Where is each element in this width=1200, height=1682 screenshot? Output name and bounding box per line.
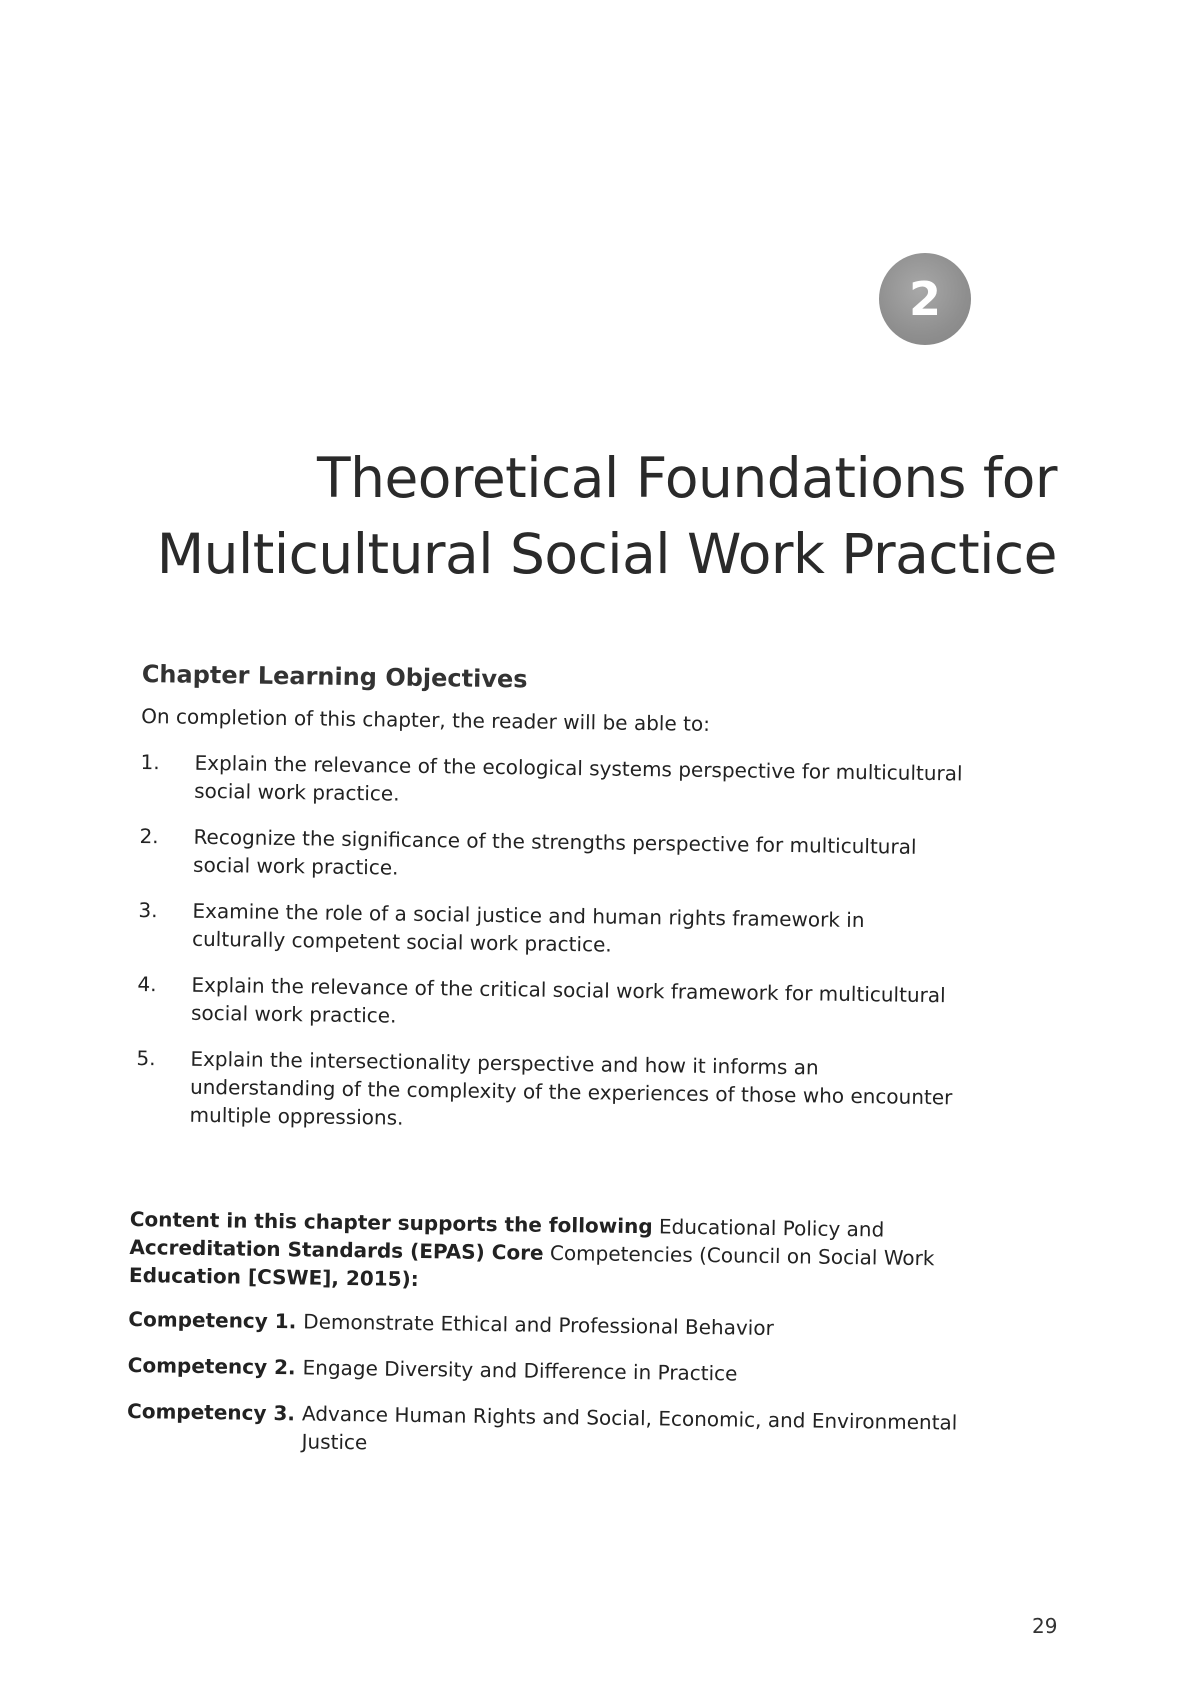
- competency-label: Competency 3.: [126, 1398, 296, 1426]
- objective-text: Explain the relevance of the critical social work framework for multicultural social work practice.: [190, 972, 946, 1028]
- epas-intro: [129, 1205, 990, 1301]
- objective-number: 3.: [138, 897, 158, 923]
- objective-item: [135, 1044, 996, 1140]
- epas-competencies-section: [126, 1205, 990, 1483]
- competency-item: [128, 1305, 988, 1345]
- chapter-title-line-2: Multicultural Social Work Practice: [156, 522, 1057, 586]
- competency-label: Competency 1.: [128, 1306, 297, 1334]
- objectives-intro: On completion of this chapter, the reader will be able to:: [141, 703, 711, 736]
- competency-title: Advance Human Rights and Social, Economic, and Environmental Justice: [301, 1401, 958, 1455]
- page-number: 29: [1032, 1614, 1058, 1638]
- objective-number: 1.: [140, 749, 160, 775]
- objectives-list: [135, 748, 1000, 1140]
- learning-objectives-section: [135, 660, 1002, 1158]
- competency-item: [127, 1397, 988, 1465]
- epas-intro-text-1: Educational Policy and: [652, 1214, 885, 1242]
- objective-text: Recognize the significance of the strengths perspective for multicultural social work practice.: [192, 824, 917, 880]
- objective-text: Explain the relevance of the ecological systems perspective for multicultural social work practice.: [194, 750, 963, 806]
- objective-item: [140, 748, 1001, 816]
- epas-intro-bold-1: Content in this chapter supports the following: [129, 1206, 653, 1239]
- objective-number: 2.: [139, 823, 159, 849]
- objective-item: [138, 896, 999, 964]
- competency-title: Demonstrate Ethical and Professional Behavior: [303, 1309, 774, 1340]
- chapter-number-badge: 2: [879, 253, 971, 345]
- learning-objectives-heading: Chapter Learning Objectives: [141, 660, 528, 694]
- chapter-title-line-1: Theoretical Foundations for: [316, 446, 1057, 510]
- epas-intro-bold-3: Education [CSWE], 2015):: [128, 1262, 419, 1292]
- chapter-title: [97, 440, 1057, 592]
- epas-intro-text-2: Competencies (Council on Social Work: [543, 1240, 935, 1271]
- objective-text: Examine the role of a social justice and human rights framework in culturally competent social work practice.: [191, 898, 865, 957]
- objective-text: Explain the intersectionality perspective and how it informs an understanding of the complexity of the experiences of those who encounter multiple oppressions.: [189, 1046, 953, 1130]
- epas-intro-bold-2: Accreditation Standards (EPAS) Core: [129, 1234, 544, 1265]
- objective-number: 5.: [136, 1045, 156, 1071]
- objective-number: 4.: [137, 971, 157, 997]
- competency-item: [128, 1351, 988, 1391]
- competency-title: Engage Diversity and Difference in Practice: [302, 1355, 738, 1386]
- objective-item: [139, 822, 1000, 890]
- objective-item: [137, 970, 998, 1038]
- competency-label: Competency 2.: [127, 1352, 296, 1380]
